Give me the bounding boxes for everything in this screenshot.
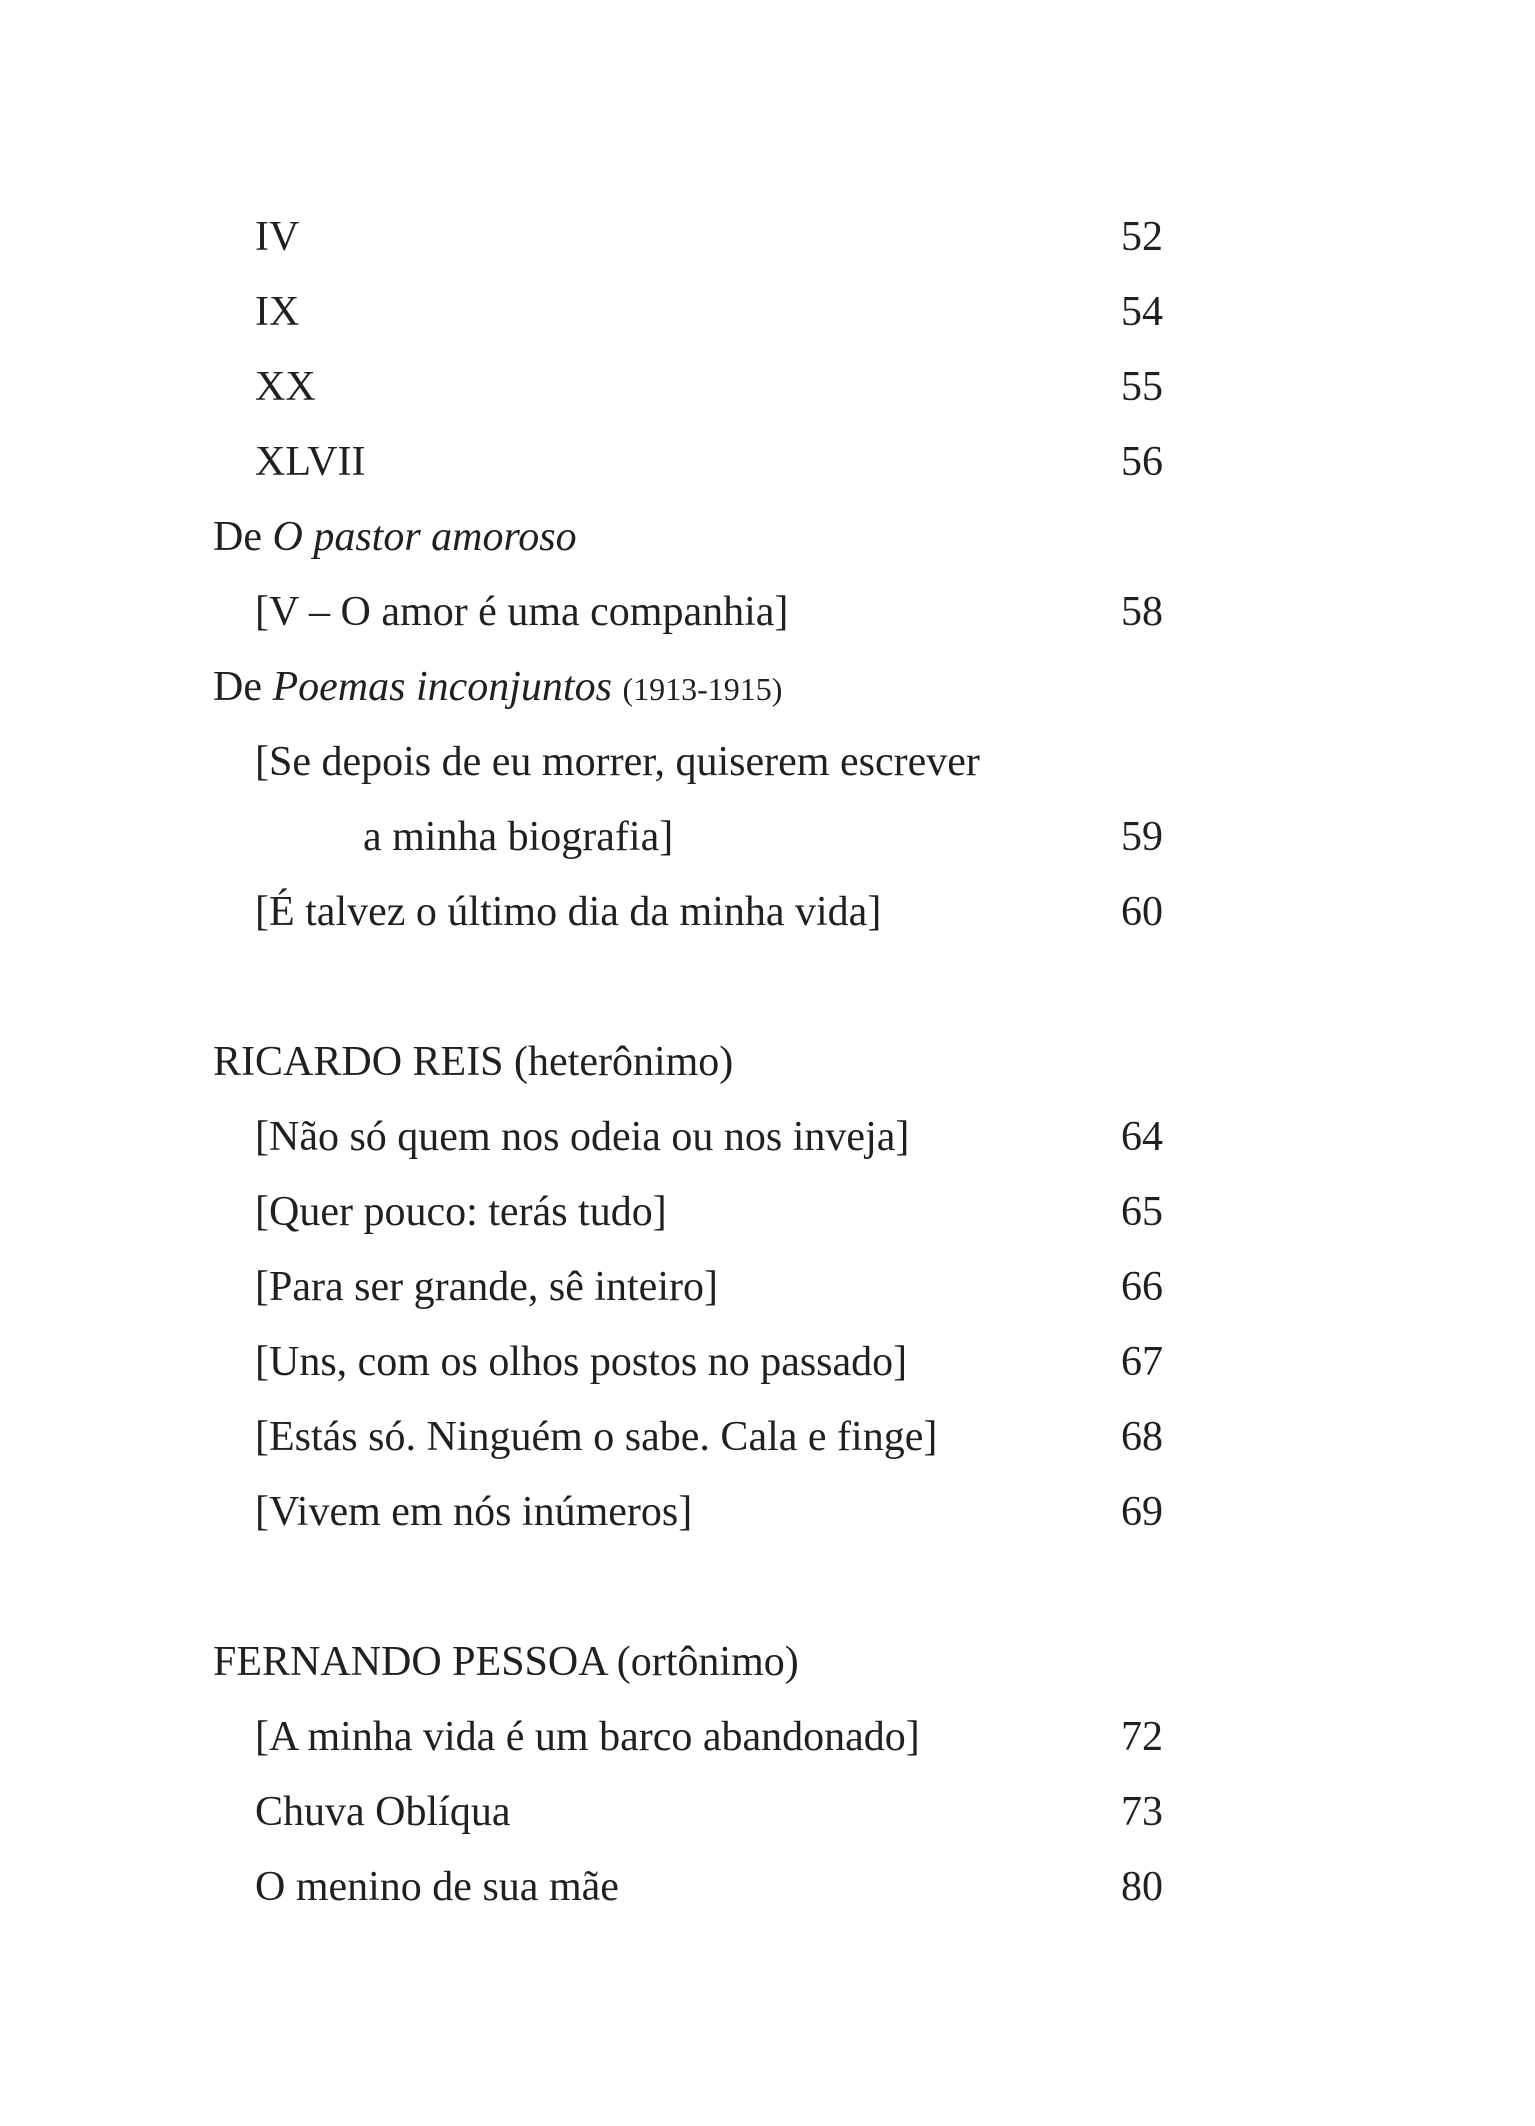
- section-heading-text: RICARDO REIS (heterônimo): [213, 1039, 734, 1085]
- toc-entry: [213, 1400, 1163, 1475]
- toc-entry: [213, 1250, 1163, 1325]
- toc-entry: [213, 1175, 1163, 1250]
- subheading-work-title: Poemas inconjuntos: [272, 664, 612, 710]
- toc-entry: [213, 1100, 1163, 1175]
- toc-entry-title: [Não só quem nos odeia ou nos inveja]: [255, 1114, 910, 1160]
- toc-entry-line2: [213, 800, 1163, 875]
- toc-entry-page: 68: [1121, 1414, 1163, 1460]
- subheading-years: (1913-1915): [622, 671, 783, 707]
- subheading-work-title: O pastor amoroso: [272, 514, 577, 560]
- toc-entry: [213, 200, 1163, 275]
- toc-entry-title: [A minha vida é um barco abandonado]: [255, 1714, 920, 1760]
- toc-entry-page: 65: [1121, 1189, 1163, 1235]
- table-of-contents: [213, 200, 1163, 1925]
- subheading-prefix: De: [213, 664, 273, 710]
- toc-section-heading-fernando-pessoa: [213, 1625, 1163, 1700]
- section-heading-text: FERNANDO PESSOA (ortônimo): [213, 1639, 799, 1685]
- toc-entry-title: [V – O amor é uma companhia]: [255, 589, 789, 635]
- toc-entry-page: 60: [1121, 889, 1163, 935]
- toc-entry-page: 58: [1121, 589, 1163, 635]
- toc-entry-title: O menino de sua mãe: [255, 1864, 619, 1910]
- toc-entry: [213, 275, 1163, 350]
- toc-entry-title-continued: a minha biografia]: [363, 814, 674, 860]
- toc-section-heading-ricardo-reis: [213, 1025, 1163, 1100]
- toc-entry-page: 69: [1121, 1489, 1163, 1535]
- toc-entry-title: [Para ser grande, sê inteiro]: [255, 1264, 718, 1310]
- toc-entry-line1: [213, 725, 1163, 800]
- toc-entry-title: XLVII: [255, 439, 366, 485]
- toc-entry-page: 72: [1121, 1714, 1163, 1760]
- toc-entry-page: 52: [1121, 214, 1163, 260]
- toc-entry: [213, 575, 1163, 650]
- toc-entry: [213, 1700, 1163, 1775]
- toc-entry: [213, 1475, 1163, 1550]
- toc-entry-title: IX: [255, 289, 300, 335]
- toc-entry: [213, 1325, 1163, 1400]
- toc-entry-page: 73: [1121, 1789, 1163, 1835]
- toc-entry-title: [Estás só. Ninguém o sabe. Cala e finge]: [255, 1414, 938, 1460]
- toc-entry-title: [É talvez o último dia da minha vida]: [255, 889, 882, 935]
- toc-entry-page: 66: [1121, 1264, 1163, 1310]
- toc-entry: [213, 425, 1163, 500]
- toc-entry: [213, 1775, 1163, 1850]
- toc-entry-page: 80: [1121, 1864, 1163, 1910]
- toc-entry: [213, 350, 1163, 425]
- toc-entry-page: 56: [1121, 439, 1163, 485]
- toc-entry-title: [Quer pouco: terás tudo]: [255, 1189, 667, 1235]
- toc-entry-title: Chuva Oblíqua: [255, 1789, 511, 1835]
- toc-entry-page: 67: [1121, 1339, 1163, 1385]
- toc-entry-title: [Vivem em nós inúmeros]: [255, 1489, 693, 1535]
- toc-entry-page: 59: [1121, 814, 1163, 860]
- toc-entry-title: XX: [255, 364, 316, 410]
- toc-subheading-poemas: [213, 650, 1163, 725]
- toc-entry-page: 64: [1121, 1114, 1163, 1160]
- toc-entry-page: 54: [1121, 289, 1163, 335]
- toc-entry: [213, 1850, 1163, 1925]
- subheading-prefix: De: [213, 514, 273, 560]
- toc-subheading-pastor: [213, 500, 1163, 575]
- toc-entry-title: [Uns, com os olhos postos no passado]: [255, 1339, 908, 1385]
- toc-entry-title: [Se depois de eu morrer, quiserem escrever: [255, 739, 980, 785]
- toc-entry-page: 55: [1121, 364, 1163, 410]
- toc-entry-title: IV: [255, 214, 300, 260]
- toc-entry: [213, 875, 1163, 950]
